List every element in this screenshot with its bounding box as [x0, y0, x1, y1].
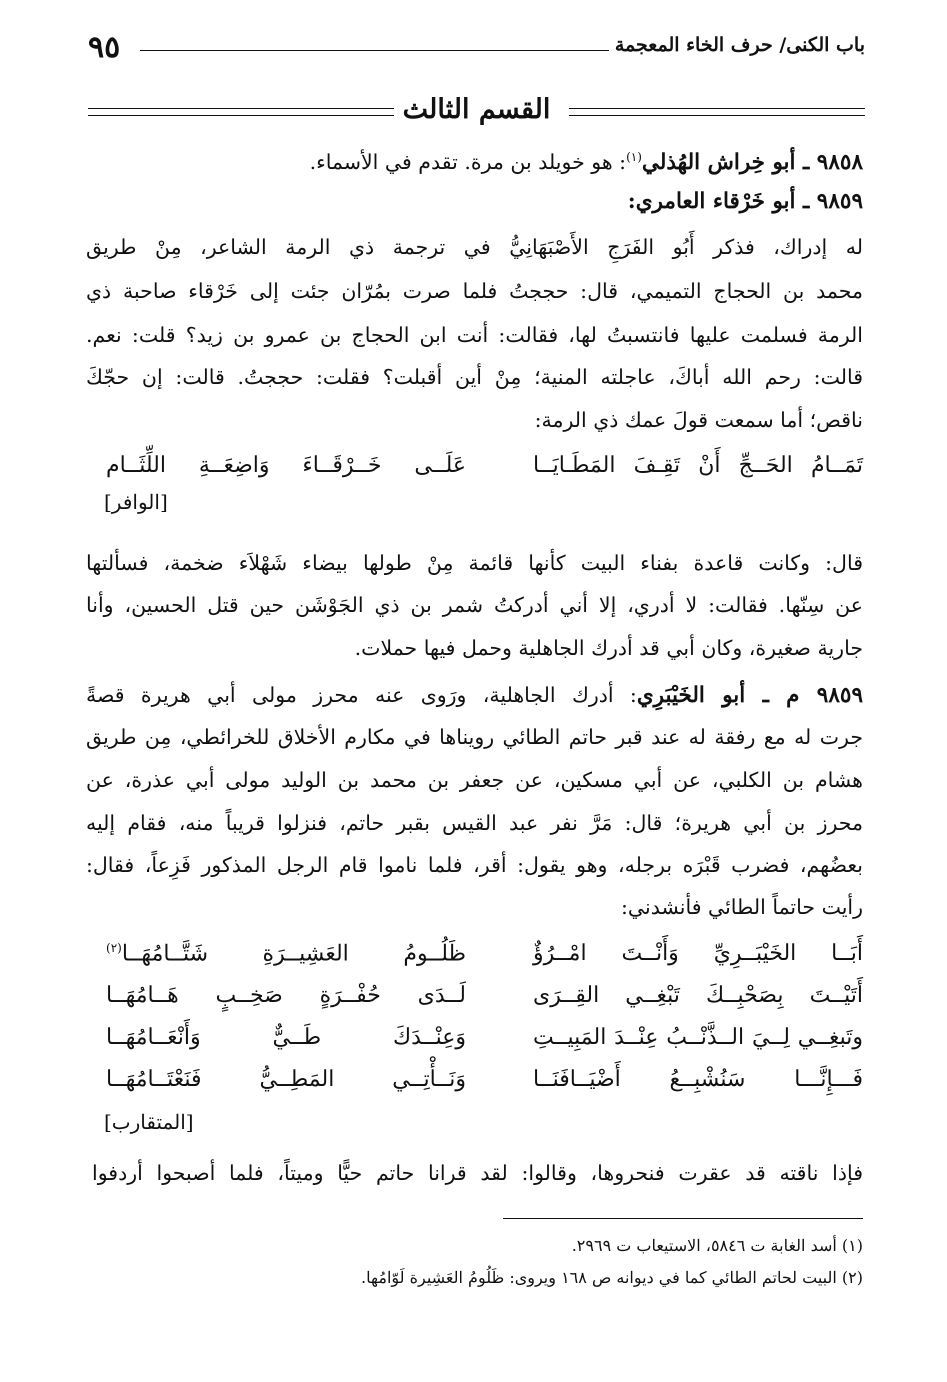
chapter-title: باب الكنى/ حرف الخاء المعجمة [614, 34, 865, 56]
verse-hemistich-first: تَمَــامُ الحَــجِّ أَنْ تَقِـفَ المَطَـايَــا [533, 453, 863, 478]
verse-hemistich-first: أَبَــا الخَيْبَــرِيِّ وَأَنْــتَ امْــرُؤٌ [533, 941, 863, 966]
verse-hemistich-second: وَعِنْــدَكَ طَــيٌّ وَأَنْعَــامُهَــا [106, 1025, 466, 1050]
paragraph-line: جرت له مع رفقة له عند قبر حاتم الطائي رويناها في مكارم الأخلاق للخرائطي، مِن طريق [86, 725, 863, 749]
entry-heading: ٩٨٥٩ ـ أبو خَرْقاء العامري: [627, 189, 863, 214]
verse-hemistich-first: فَـــإِنَّـــا سَنُشْبِــعُ أَضْيَــافَنَــا [533, 1067, 863, 1092]
entry-9859m [86, 680, 863, 711]
paragraph-line: فإذا ناقته قد عقرت فنحروها، وقالوا: لقد قرانا حاتم حيًّا وميتاً، فلما أصبحوا أردفوا [92, 1161, 863, 1185]
footnote-ref: (١) [626, 150, 642, 164]
entry-heading: ٩٨٥٨ ـ أبو خِراش الهُذلي [641, 149, 863, 175]
header-rule [140, 50, 609, 51]
paragraph-line: محمد بن الحجاج التميمي، قال: حججتُ فلما صرت بمُرّان جئت إلى خَرْقاء صاحبة ذي [86, 279, 863, 303]
meter-label: [الوافر] [104, 490, 168, 514]
section-rule-left [88, 108, 394, 116]
entry-heading: ٩٨٥٩ م ـ أبو الخَيْبَرِي [636, 683, 863, 708]
paragraph-line: قال: وكانت قاعدة بفناء البيت كأنها قائمة مِنْ طولها بيضاء شَهْلاَء ضخمة، فسألتها [86, 551, 863, 575]
verse-hemistich-second: عَلَــى خَــرْقَــاءَ وَاضِعَــةِ اللِّثَــام [106, 453, 466, 478]
footnote: (١) أسد الغابة ت ٥٨٤٦، الاستيعاب ت ٢٩٦٩. [571, 1236, 863, 1255]
entry-text: : أدرك الجاهلية، ورَوى عنه محرز مولى أبي هريرة قصةً [86, 683, 637, 707]
verse-hemistich-second [106, 941, 466, 966]
footnote-ref: (٢) [106, 941, 122, 955]
verse-hemistich-second: لَــدَى حُفْــرَةٍ صَخِــبٍ هَــامُهَــا [106, 983, 466, 1008]
entry-9858 [86, 142, 863, 178]
paragraph-line: قالت: رحم الله أباكَ، عاجلته المنية؛ مِنْ أين أقبلت؟ فقلت: حججتُ. قالت: إن حجّكَ [86, 365, 863, 389]
paragraph-line: ناقص؛ أما سمعت قولَ عمك ذي الرمة: [534, 408, 863, 432]
entry-9859 [86, 186, 863, 217]
verse-hemistich-first: أَتَيْــتَ بِصَحْبِــكَ تَبْغِــي القِــرَى [533, 983, 863, 1008]
footnote-rule [503, 1218, 863, 1219]
verse-hemistich-second: وَنَــأْتِــي المَطِــيُّ فَنَعْتَــامُهَــا [106, 1067, 466, 1092]
meter-label: [المتقارب] [104, 1110, 194, 1134]
section-heading [88, 94, 865, 134]
paragraph-line: له إدراك، فذكر أَبُو الفَرَجِ الأَصْبَهَانِيُّ في ترجمة ذي الرمة الشاعر، مِنْ طريق [86, 235, 863, 259]
paragraph-line: عن سِنّها. فقالت: لا أدري، إلا أني أدركتُ شمر بن ذي الجَوْشَن حين قتل الحسين، وأنا [86, 593, 863, 617]
footnote: (٢) البيت لحاتم الطائي كما في ديوانه ص ١٦٨ ويروى: ظَلُومُ العَشِيرة لَوّامُها. [361, 1268, 863, 1287]
paragraph-line: محرز بن أبي هريرة؛ قال: مَرَّ نفر عبد القيس بقبر حاتم، فنزلوا قريباً منه، فقام إليه [86, 811, 864, 835]
page-number: ٩٥ [88, 30, 121, 65]
entry-text: : هو خويلد بن مرة. تقدم في الأسماء. [309, 149, 627, 174]
section-title: القسم الثالث [402, 94, 551, 125]
paragraph-line: الرمة فسلمت عليها فانتسبتُ لها، فقالت: أنت ابن الحجاج بن عمرو بن زيد؟ قلت: نعم. [86, 323, 863, 347]
running-header [88, 24, 865, 64]
paragraph-line: بعضُهم، فضرب قَبْرَه برجله، وهو يقول: أقر، فلما ناموا قام الرجل المذكور فَزِعاً، فقال: [86, 853, 863, 877]
paragraph-line: رأيت حاتماً الطائي فأنشدني: [621, 895, 863, 919]
verse-hemistich-first: وتَبغِــي لِــيَ الــذَّنْــبُ عِنْــدَ المَبِيــتِ [533, 1025, 863, 1050]
verse-text: ظَلُــومُ العَشِيــرَةِ شَتَّــامُهَــا [121, 941, 466, 967]
paragraph-line: هشام بن الكلبي، عن أبي مسكين، عن جعفر بن محمد بن الوليد مولى أبي عذرة، عن [86, 768, 863, 792]
paragraph-line: جارية صغيرة، وكان أبي قد أدرك الجاهلية وحمل فيها حملات. [354, 636, 863, 660]
